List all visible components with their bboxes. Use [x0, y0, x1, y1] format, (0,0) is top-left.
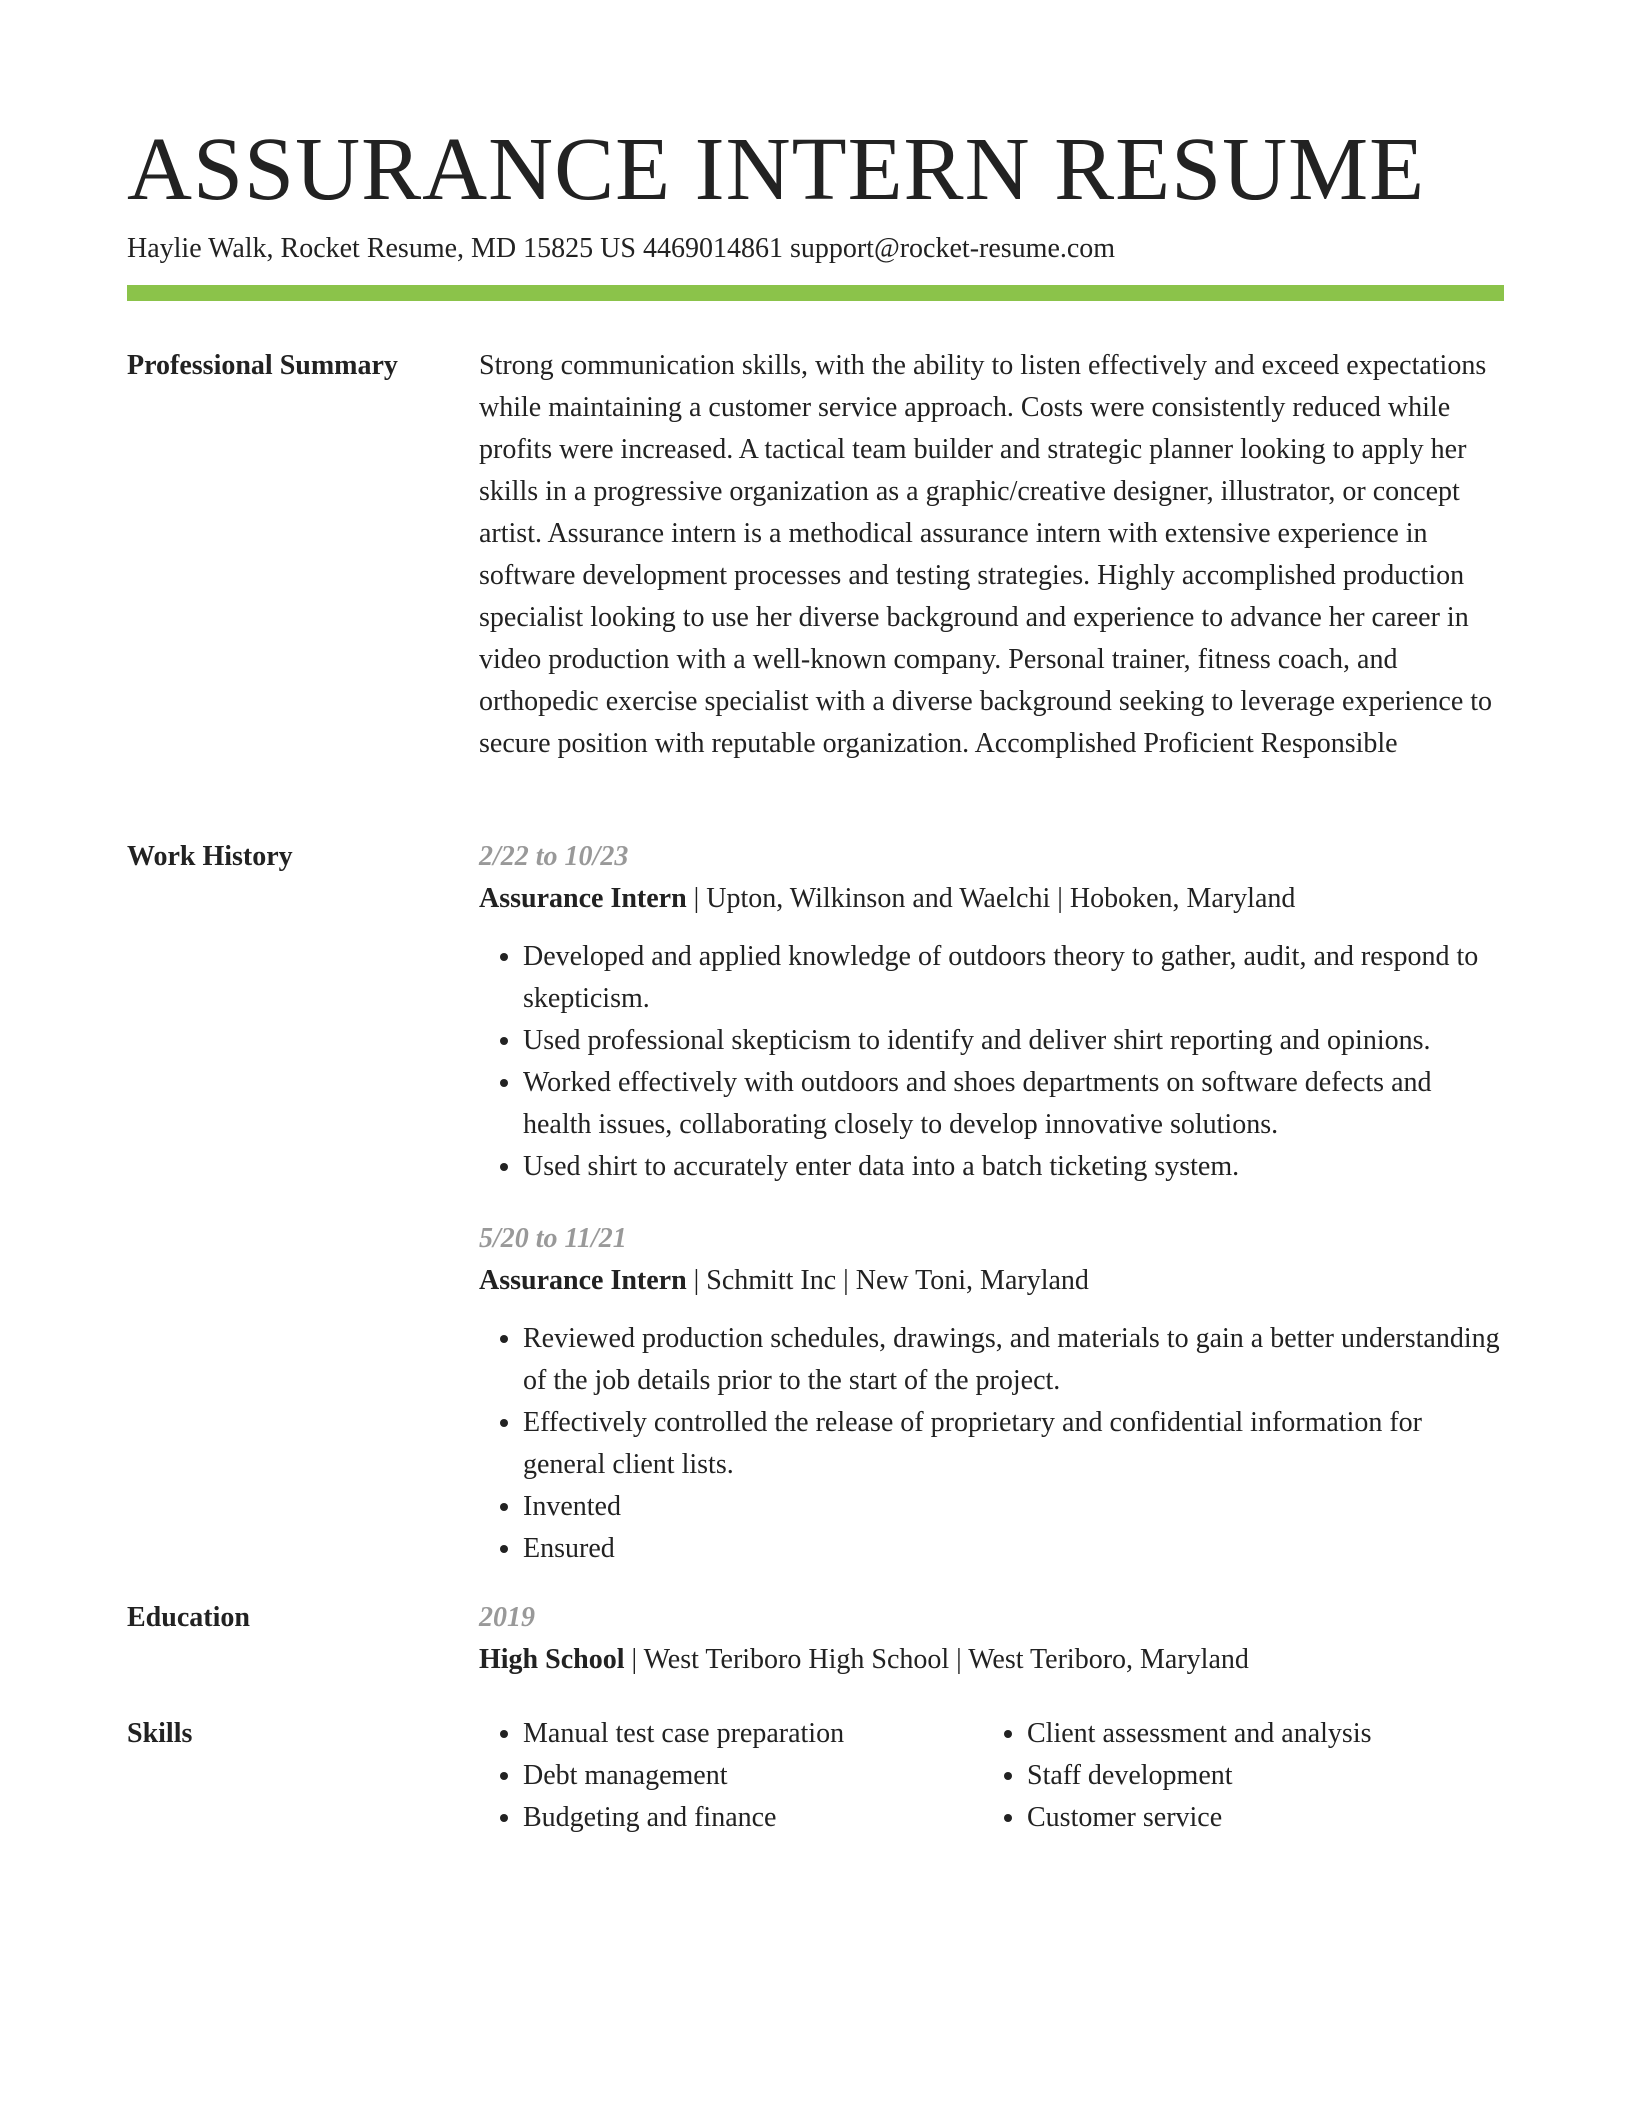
summary-text: Strong communication skills, with the ability to listen effectively and exceed expectations while maintaining a customer service approach. Costs were consistently reduced while profits were increased. A tactical team builder and strategic planner looking to apply her skills in a progressive organization as a graphic/creative designer, illustrator, or concept artist. Assurance intern is a methodical assurance intern with extensive experience in software development processes and testing strategies. Highly accomplished production specialist looking to use her diverse background and experience to advance her career in video production with a well-known company. Personal trainer, fitness coach, and orthopedic exercise specialist with a diverse background seeking to leverage experience to secure position with reputable organization. Accomplished Proficient Responsible — [479, 350, 1493, 759]
job-details: | Upton, Wilkinson and Waelchi | Hoboken, Maryland — [686, 883, 1296, 914]
skill-item: • Debt management — [523, 1755, 844, 1797]
job-dates: 5/20 to 11/21 — [479, 1223, 627, 1254]
job-bullet: • Used professional skepticism to identify and deliver shirt reporting and opinions. — [523, 1020, 1504, 1062]
education-year: 2019 — [479, 1602, 535, 1633]
job-title: Assurance Intern — [479, 883, 687, 914]
education-degree: High School — [479, 1644, 625, 1675]
job-heading — [479, 1260, 1504, 1302]
work-history-label: Work History — [127, 841, 293, 872]
resume-title: ASSURANCE INTERN RESUME — [127, 120, 1426, 219]
skills-list-right — [983, 1713, 1372, 1839]
accent-divider — [127, 285, 1504, 301]
job-bullet: • Developed and applied knowledge of outdoors theory to gather, audit, and respond to skepticism. — [523, 936, 1504, 1020]
job-heading — [479, 878, 1504, 920]
job-bullet: • Worked effectively with outdoors and shoes departments on software defects and health issues, collaborating closely to develop innovative solutions. — [523, 1062, 1504, 1146]
education-heading — [479, 1639, 1504, 1681]
job-bullets — [479, 1318, 1504, 1570]
skill-item: • Client assessment and analysis — [1027, 1713, 1372, 1755]
job-details: | Schmitt Inc | New Toni, Maryland — [686, 1265, 1089, 1296]
job-bullet: • Used shirt to accurately enter data into a batch ticketing system. — [523, 1146, 1504, 1188]
education-label: Education — [127, 1602, 250, 1633]
job-bullets — [479, 936, 1504, 1188]
job-dates: 2/22 to 10/23 — [479, 841, 629, 872]
skills-label: Skills — [127, 1718, 193, 1749]
skills-list-left — [479, 1713, 844, 1839]
job-bullet: • Reviewed production schedules, drawings, and materials to gain a better understanding of the job details prior to the start of the project. — [523, 1318, 1504, 1402]
job-title: Assurance Intern — [479, 1265, 687, 1296]
skill-item: • Customer service — [1027, 1797, 1372, 1839]
job-entry — [479, 1218, 1504, 1570]
job-bullet: • Ensured — [523, 1528, 1504, 1570]
skill-item: • Budgeting and finance — [523, 1797, 844, 1839]
contact-line: Haylie Walk, Rocket Resume, MD 15825 US 4469014861 support@rocket-resume.com — [127, 233, 1116, 264]
job-bullet: • Effectively controlled the release of proprietary and confidential information for general client lists. — [523, 1402, 1504, 1486]
education-details: | West Teriboro High School | West Teriboro, Maryland — [624, 1644, 1249, 1675]
summary-label: Professional Summary — [127, 350, 398, 381]
job-bullet: • Invented — [523, 1486, 1504, 1528]
skill-item: • Staff development — [1027, 1755, 1372, 1797]
job-entry — [479, 836, 1504, 1188]
skill-item: • Manual test case preparation — [523, 1713, 844, 1755]
